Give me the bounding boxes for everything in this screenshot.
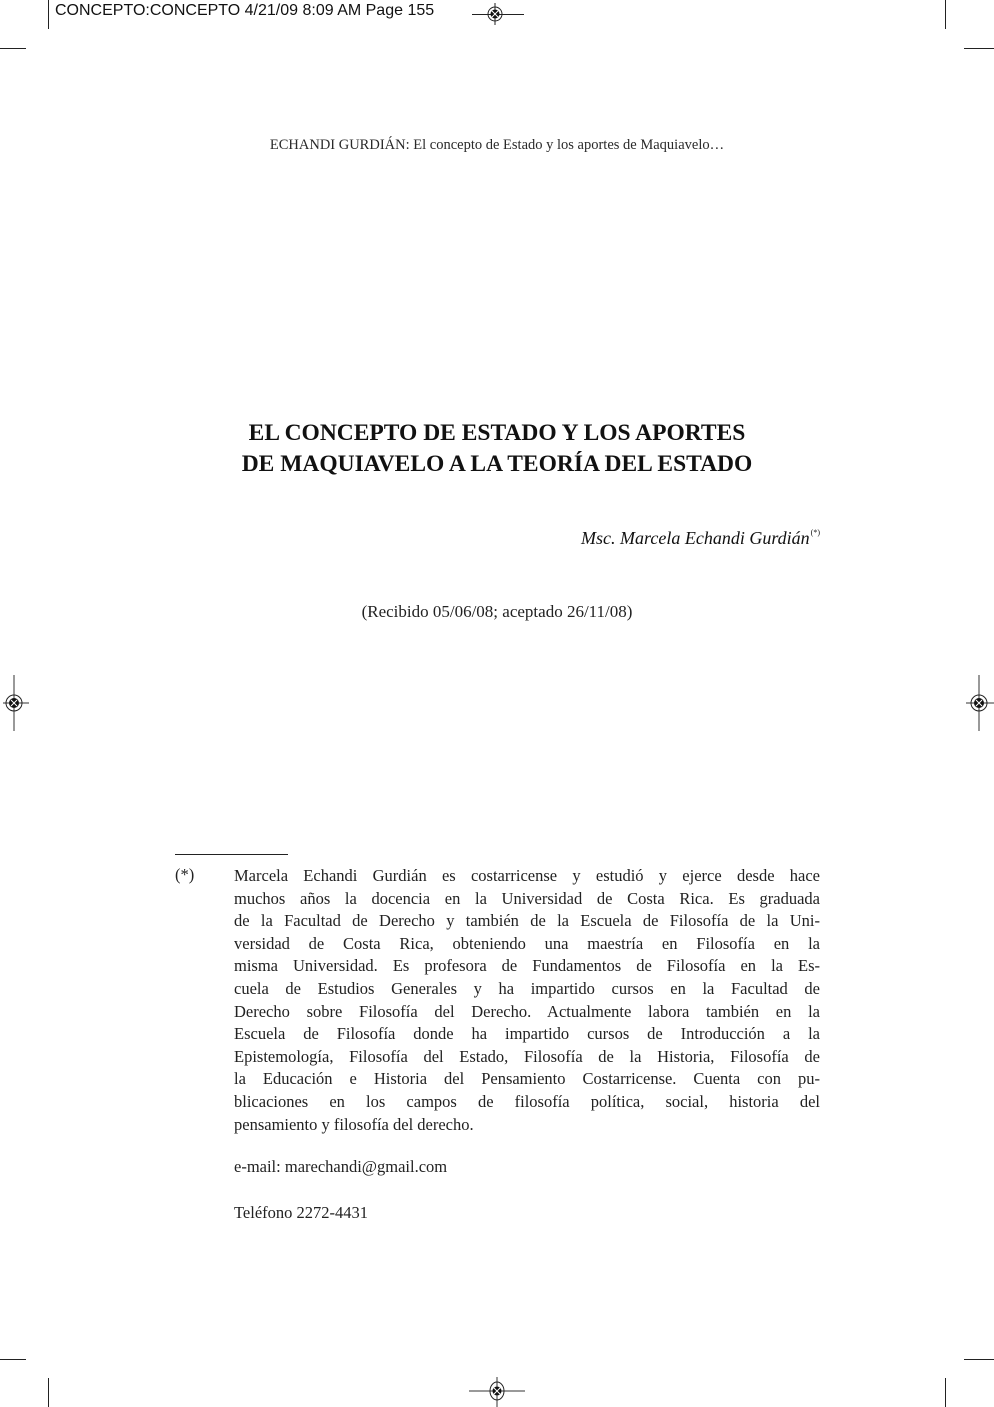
- article-title: [0, 418, 994, 480]
- footnote-separator: [175, 854, 288, 855]
- registration-target-icon: [469, 1377, 525, 1407]
- footnote-line: la Educación e Historia del Pensamiento Costarricense. Cuenta con pu-: [234, 1069, 820, 1089]
- footnote-line: cuela de Estudios Generales y ha impartido cursos en la Facultad de: [234, 978, 820, 998]
- registration-target-icon: [3, 675, 29, 731]
- footnote-line: de la Facultad de Derecho y también de la Escuela de Filosofía de la Uni-: [234, 911, 820, 931]
- author-name: Msc. Marcela Echandi Gurdián: [581, 528, 810, 548]
- registration-target-icon: [964, 675, 994, 731]
- footnote-line: pensamiento y filosofía del derecho.: [234, 1114, 474, 1134]
- footnote-line: Escuela de Filosofía donde ha impartido cursos de Introducción a la: [234, 1024, 820, 1044]
- footnote-line: Marcela Echandi Gurdián es costarricense y estudió y ejerce desde hace: [234, 866, 820, 885]
- footnote-line: versidad de Costa Rica, obteniendo una maestría en Filosofía en la: [234, 933, 820, 953]
- crop-mark-icon: [48, 0, 49, 29]
- footnote-line: blicaciones en los campos de filosofía política, social, historia del: [234, 1091, 820, 1111]
- crop-mark-icon: [964, 48, 994, 49]
- title-line: EL CONCEPTO DE ESTADO Y LOS APORTES: [248, 420, 746, 446]
- footnote-line: misma Universidad. Es profesora de Fundamentos de Filosofía en la Es-: [234, 956, 820, 976]
- footnote-email[interactable]: e-mail: marechandi@gmail.com: [234, 1157, 448, 1176]
- print-slug: CONCEPTO:CONCEPTO 4/21/09 8:09 AM Page 155: [55, 2, 435, 19]
- title-line: DE MAQUIAVELO A LA TEORÍA DEL ESTADO: [241, 451, 753, 477]
- footnote-reference[interactable]: (*): [810, 528, 820, 537]
- footnote-phone: Teléfono 2272-4431: [234, 1203, 369, 1222]
- registration-target-icon: [484, 3, 506, 25]
- crop-mark-icon: [945, 0, 946, 29]
- author-byline: [581, 528, 820, 549]
- crop-mark-icon: [964, 1359, 994, 1360]
- footnote-line: muchos años la docencia en la Universidad de Costa Rica. Es graduada: [234, 888, 820, 908]
- running-head: ECHANDI GURDIÁN: El concepto de Estado y los aportes de Maquiavelo…: [269, 137, 725, 153]
- received-note: (Recibido 05/06/08; aceptado 26/11/08): [361, 602, 633, 621]
- footnote-line: Derecho sobre Filosofía del Derecho. Actualmente labora también en la: [234, 1001, 820, 1021]
- crop-mark-icon: [945, 1378, 946, 1407]
- crop-mark-icon: [48, 1378, 49, 1407]
- crop-mark-icon: [0, 48, 26, 49]
- footnote-body: [234, 865, 820, 1136]
- footnote-line: Epistemología, Filosofía del Estado, Filosofía de la Historia, Filosofía de: [234, 1046, 820, 1066]
- footnote-mark: (*): [175, 865, 195, 884]
- crop-mark-icon: [0, 1359, 26, 1360]
